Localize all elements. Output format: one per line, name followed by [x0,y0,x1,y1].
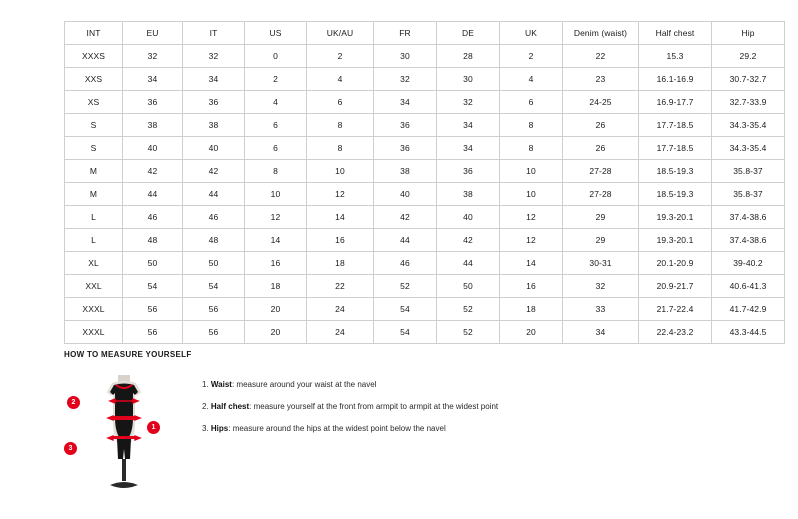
table-cell: 18.5-19.3 [639,160,712,183]
table-cell: 40.6-41.3 [712,275,785,298]
table-column-header: FR [374,22,437,45]
table-cell: 16 [245,252,307,275]
figure-bullet-2: 2 [67,396,80,409]
table-cell: 54 [374,298,437,321]
table-cell: 12 [307,183,374,206]
table-column-header: UK [500,22,563,45]
table-row [65,321,785,344]
table-cell: 42 [437,229,500,252]
table-cell: 36 [437,160,500,183]
table-cell: 54 [374,321,437,344]
table-cell: 37.4-38.6 [712,206,785,229]
table-cell: 38 [183,114,245,137]
table-cell: 6 [245,114,307,137]
mannequin-icon [96,373,152,493]
table-cell: L [65,229,123,252]
table-column-header: EU [123,22,183,45]
table-cell: 6 [245,137,307,160]
table-cell: XXXL [65,298,123,321]
table-cell: M [65,183,123,206]
table-column-header: Half chest [639,22,712,45]
table-cell: 18 [245,275,307,298]
table-cell: 32 [563,275,639,298]
table-cell: 40 [437,206,500,229]
table-cell: 6 [500,91,563,114]
table-cell: 8 [245,160,307,183]
table-cell: 29 [563,229,639,252]
table-cell: 0 [245,45,307,68]
size-chart-table-wrapper [64,21,767,344]
table-column-header: INT [65,22,123,45]
table-column-header: US [245,22,307,45]
table-cell: 20 [245,321,307,344]
table-cell: 16 [500,275,563,298]
table-cell: 8 [500,137,563,160]
table-cell: 26 [563,137,639,160]
table-cell: 36 [374,137,437,160]
how-to-measure-title: HOW TO MEASURE YOURSELF [64,350,192,359]
table-cell: 29 [563,206,639,229]
table-cell: 8 [307,137,374,160]
table-cell: 32 [183,45,245,68]
table-cell: 52 [437,298,500,321]
table-cell: 43.3-44.5 [712,321,785,344]
table-cell: 2 [307,45,374,68]
table-cell: 34 [437,114,500,137]
table-cell: 10 [245,183,307,206]
table-column-header: UK/AU [307,22,374,45]
table-cell: 10 [500,183,563,206]
table-cell: 56 [123,321,183,344]
table-cell: 16.9-17.7 [639,91,712,114]
measure-instruction [202,403,498,412]
figure-bullet-3: 3 [64,442,77,455]
table-cell: 12 [500,206,563,229]
table-head [65,22,785,45]
table-row [65,114,785,137]
table-cell: 34 [183,68,245,91]
table-cell: XXS [65,68,123,91]
table-cell: 16 [307,229,374,252]
table-cell: 50 [437,275,500,298]
table-body [65,45,785,344]
table-cell: 36 [123,91,183,114]
table-cell: 40 [374,183,437,206]
measure-text: : measure around your waist at the navel [231,380,377,389]
table-cell: 2 [500,45,563,68]
table-cell: 19.3-20.1 [639,229,712,252]
table-cell: 12 [500,229,563,252]
table-cell: 4 [500,68,563,91]
table-cell: 54 [183,275,245,298]
table-cell: XL [65,252,123,275]
table-cell: 56 [183,298,245,321]
figure-bullet-1: 1 [147,421,160,434]
table-cell: 14 [307,206,374,229]
table-cell: 30 [437,68,500,91]
table-cell: 18.5-19.3 [639,183,712,206]
how-to-measure-section [64,350,744,494]
table-cell: 34 [374,91,437,114]
table-cell: 40 [183,137,245,160]
table-column-header: DE [437,22,500,45]
table-cell: 36 [183,91,245,114]
table-cell: 39-40.2 [712,252,785,275]
table-cell: S [65,137,123,160]
table-cell: 37.4-38.6 [712,229,785,252]
table-cell: 40 [123,137,183,160]
table-cell: 17.7-18.5 [639,114,712,137]
table-cell: 44 [123,183,183,206]
measure-term: Waist [210,380,232,389]
table-cell: 20 [245,298,307,321]
table-cell: 18 [500,298,563,321]
table-cell: 20.9-21.7 [639,275,712,298]
table-cell: XXL [65,275,123,298]
table-cell: 30-31 [563,252,639,275]
table-cell: 22 [563,45,639,68]
table-cell: 4 [245,91,307,114]
table-cell: 15.3 [639,45,712,68]
table-row [65,206,785,229]
table-cell: 33 [563,298,639,321]
table-cell: 32 [123,45,183,68]
measure-term: Half chest [210,401,250,411]
table-cell: 22.4-23.2 [639,321,712,344]
table-cell: M [65,160,123,183]
table-cell: 10 [500,160,563,183]
measure-instruction [202,425,498,434]
table-cell: 54 [123,275,183,298]
table-cell: 24-25 [563,91,639,114]
table-cell: 14 [245,229,307,252]
table-cell: 38 [123,114,183,137]
measure-text: : measure yourself at the front from armpit to armpit at the widest point [249,401,499,411]
table-cell: XXXS [65,45,123,68]
table-cell: 16.1-16.9 [639,68,712,91]
table-cell: 32 [374,68,437,91]
table-cell: 44 [183,183,245,206]
table-column-header: IT [183,22,245,45]
table-cell: 42 [123,160,183,183]
measure-instruction [202,381,498,390]
table-cell: 50 [183,252,245,275]
table-cell: 4 [307,68,374,91]
table-row [65,229,785,252]
table-cell: 24 [307,298,374,321]
measure-index: 2. [202,401,211,411]
measure-text: : measure around the hips at the widest point below the navel [228,423,446,433]
table-cell: 24 [307,321,374,344]
table-cell: 34 [437,137,500,160]
table-column-header: Hip [712,22,785,45]
table-column-header: Denim (waist) [563,22,639,45]
table-cell: 23 [563,68,639,91]
measure-index: 3. [202,423,211,433]
table-cell: 42 [374,206,437,229]
table-cell: 34 [123,68,183,91]
table-cell: 2 [245,68,307,91]
table-cell: 44 [437,252,500,275]
table-cell: 32.7-33.9 [712,91,785,114]
table-cell: S [65,114,123,137]
table-cell: 41.7-42.9 [712,298,785,321]
table-cell: 38 [437,183,500,206]
mannequin-figure [64,369,184,494]
table-cell: 52 [374,275,437,298]
size-chart-table [64,21,785,344]
table-cell: 46 [183,206,245,229]
table-cell: 27-28 [563,160,639,183]
table-cell: 56 [183,321,245,344]
table-cell: 50 [123,252,183,275]
table-row [65,298,785,321]
table-cell: 28 [437,45,500,68]
table-row [65,275,785,298]
measure-instruction-list [202,369,498,446]
table-cell: 48 [183,229,245,252]
measure-term: Hips [210,423,229,433]
table-cell: 6 [307,91,374,114]
table-row [65,183,785,206]
table-cell: 32 [437,91,500,114]
table-cell: 36 [374,114,437,137]
table-cell: 52 [437,321,500,344]
table-cell: 27-28 [563,183,639,206]
table-cell: L [65,206,123,229]
table-cell: 8 [500,114,563,137]
table-row [65,91,785,114]
table-cell: 22 [307,275,374,298]
table-cell: 21.7-22.4 [639,298,712,321]
table-cell: 56 [123,298,183,321]
table-header-row [65,22,785,45]
table-cell: 12 [245,206,307,229]
table-cell: XS [65,91,123,114]
table-cell: 35.8-37 [712,160,785,183]
table-row [65,45,785,68]
table-cell: 17.7-18.5 [639,137,712,160]
table-cell: 46 [123,206,183,229]
table-row [65,252,785,275]
how-to-measure-body [64,369,744,494]
measure-index: 1. [202,380,211,389]
table-cell: 26 [563,114,639,137]
table-cell: 30 [374,45,437,68]
table-cell: 8 [307,114,374,137]
table-cell: 30.7-32.7 [712,68,785,91]
table-cell: 10 [307,160,374,183]
table-cell: XXXL [65,321,123,344]
table-cell: 19.3-20.1 [639,206,712,229]
table-cell: 14 [500,252,563,275]
table-cell: 34.3-35.4 [712,114,785,137]
table-cell: 42 [183,160,245,183]
table-row [65,137,785,160]
table-cell: 20.1-20.9 [639,252,712,275]
table-cell: 18 [307,252,374,275]
table-cell: 20 [500,321,563,344]
table-cell: 46 [374,252,437,275]
table-row [65,68,785,91]
table-cell: 35.8-37 [712,183,785,206]
table-cell: 38 [374,160,437,183]
table-cell: 29.2 [712,45,785,68]
table-cell: 34 [563,321,639,344]
table-row [65,160,785,183]
table-cell: 48 [123,229,183,252]
table-cell: 34.3-35.4 [712,137,785,160]
table-cell: 44 [374,229,437,252]
